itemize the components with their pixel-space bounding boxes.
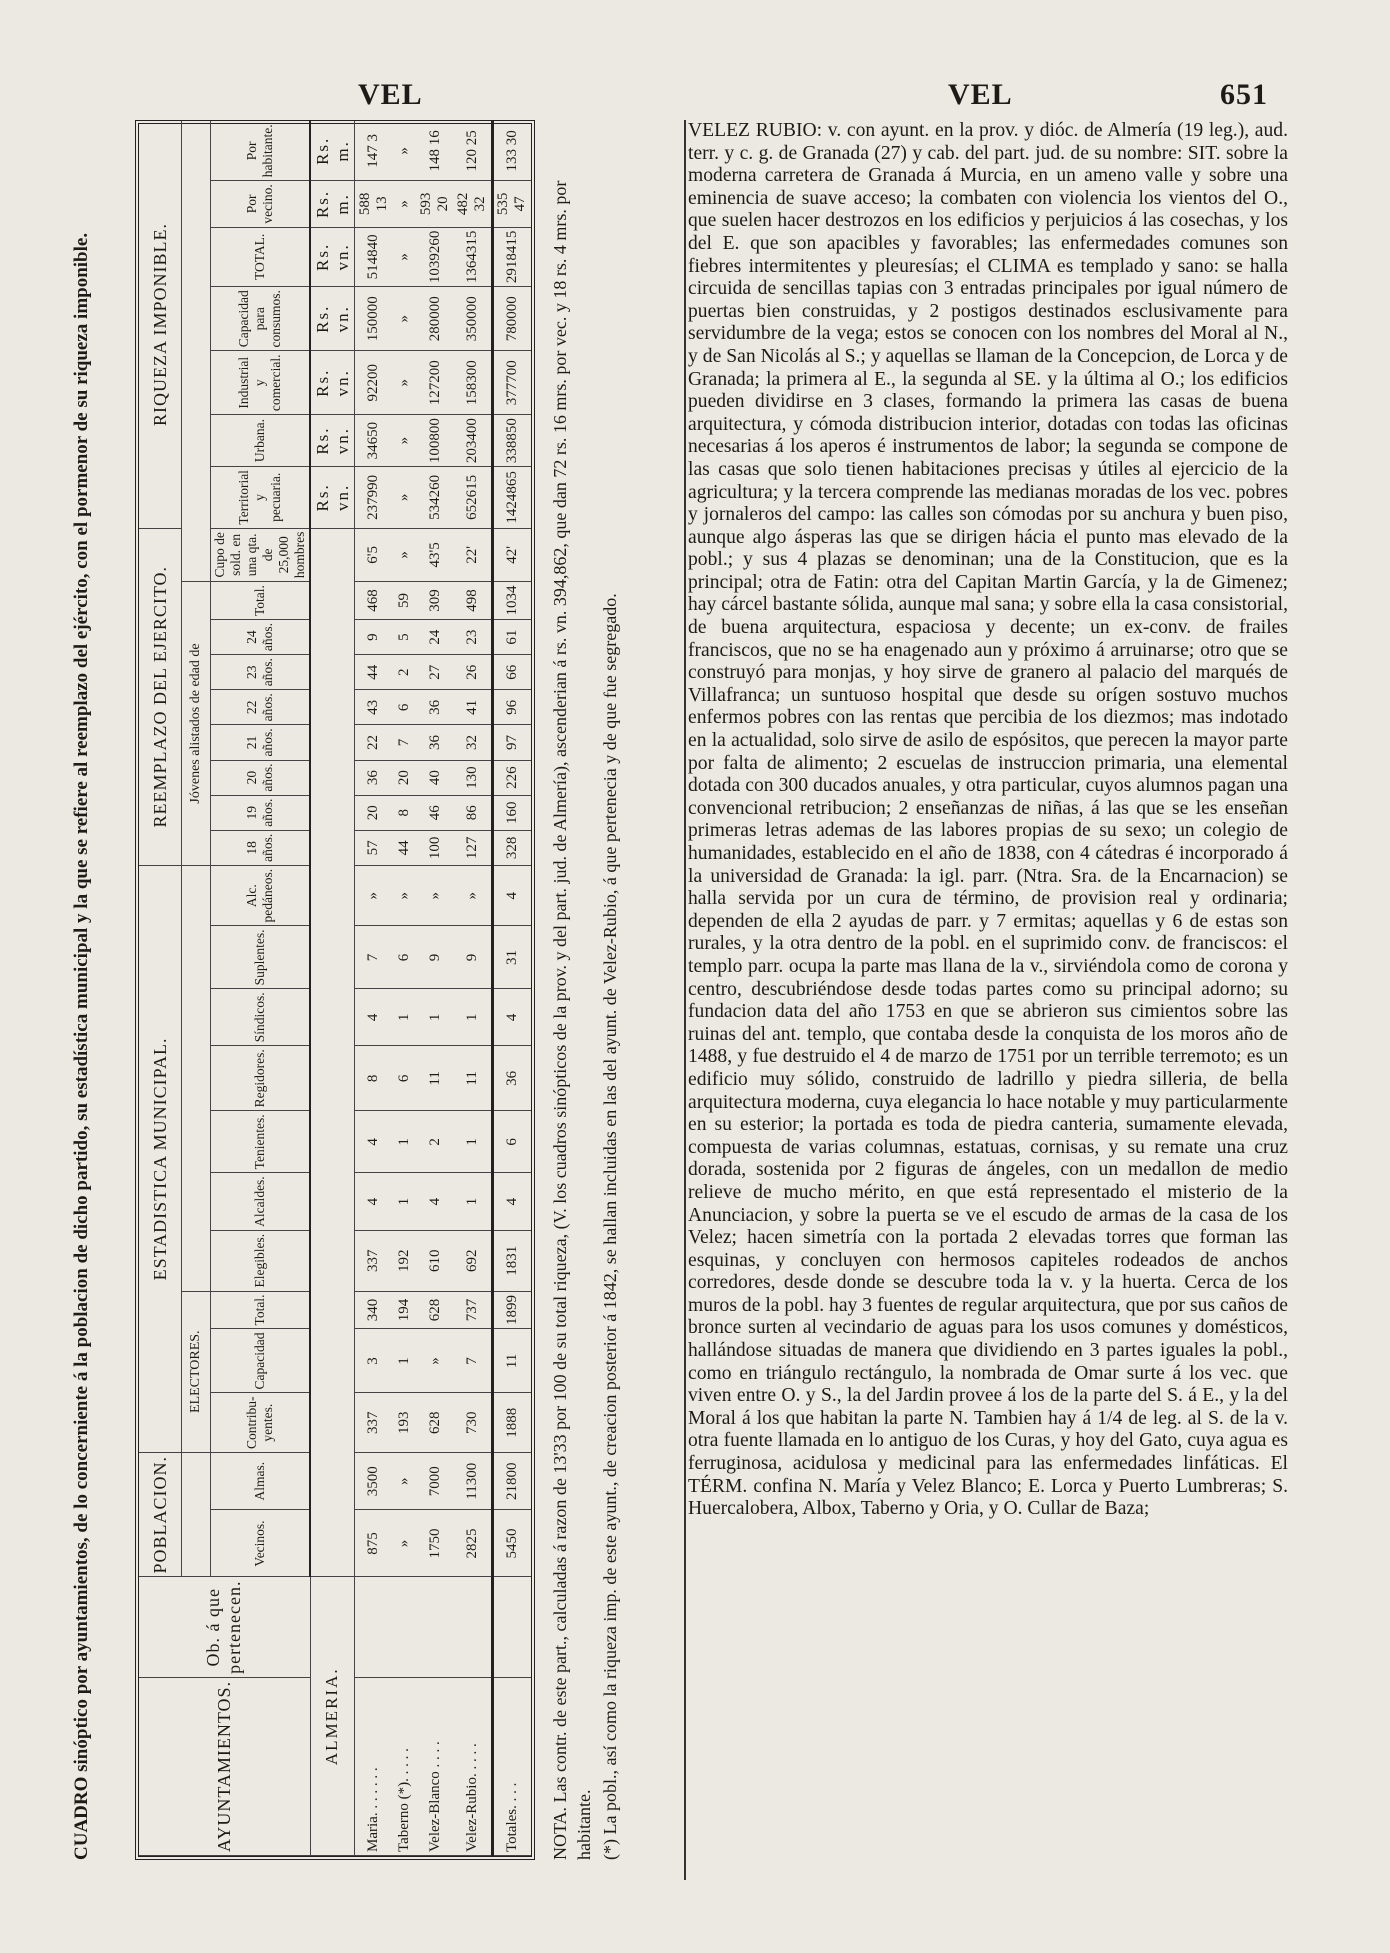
table-cell: 7: [355, 926, 393, 989]
row-ob: [417, 1577, 454, 1677]
row-name: Maria. . . . . . .: [355, 1677, 393, 1855]
table-cell: 226: [492, 760, 531, 795]
table-cell: 875: [355, 1510, 393, 1577]
unit-consumos: Rs. vn.: [310, 287, 355, 351]
table-cell: 4: [492, 1173, 531, 1231]
table-cell: 66: [492, 655, 531, 690]
table-cell: 203400: [454, 415, 493, 467]
column-header: 19 años.: [211, 795, 311, 830]
table-cell: 1750: [417, 1510, 454, 1577]
running-head-right: VEL: [948, 78, 1013, 111]
unit-industrial: Rs. vn.: [310, 351, 355, 415]
table-cell: 96: [492, 690, 531, 725]
row-ob: [454, 1577, 493, 1677]
table-cell: 36: [355, 760, 393, 795]
table-cell: 20: [355, 795, 393, 830]
table-cell: 482 32: [454, 181, 493, 227]
table-notes: [548, 120, 624, 1860]
table-cell: 1831: [492, 1230, 531, 1291]
table-cell: 4: [355, 1173, 393, 1231]
table-cell: 2: [392, 655, 417, 690]
table-cell: 36: [492, 1046, 531, 1111]
table-cell: 36: [417, 725, 454, 760]
row-ob: [492, 1577, 531, 1677]
table-cell: 23: [454, 620, 493, 655]
row-name: Velez-Blanco . . . .: [417, 1677, 454, 1855]
table-cell: 44: [392, 830, 417, 865]
table-cell: 59: [392, 582, 417, 620]
table-cell: 27: [417, 655, 454, 690]
table-cell: 150000: [355, 287, 393, 351]
column-header: Por vecino.: [211, 181, 311, 227]
row-name: Totales. . . .: [492, 1677, 531, 1855]
page-number: 651: [1220, 78, 1268, 111]
table-cell: 1034: [492, 582, 531, 620]
article-paragraph: VELEZ RUBIO: v. con ayunt. en la prov. y dióc. de Almería (19 leg.), aud. terr. y c. g. de Granada (27) y cab. del part. jud. de su nombre: SIT. sobre la moderna carretera de Granada á Murcia, en un ameno valle y sobre una eminencia de suave acceso; la combaten con violencia los vientos del O., que suelen hacer destrozos en los edificios y perjuicios á las cosechas, y los del E. que son apacibles y favorables; las enfermedades comunes son fiebres intermitentes y pleuresías; el CLIMA es templado y sano: se halla circuida de sencillas tapias con 3 entradas principales por igual número de puertas bien construidas, y 2 postigos destinados esclusivamente para servidumbre de la vega; estos se conocen con los nombres del Moral al N., y de San Nicolás al S.; y aquellas se llaman de la Concepcion, de Lorca y de Granada; la primera al E., la segunda al SE. y la última al O.; los edificios pueden dividirse en 3 clases, formando la primera las casas de buena arquitectura, y cómoda distribucion interior, dotadas con todas las oficinas necesarias á los aperos é instrumentos de labor; la segunda se compone de las casas que solo tienen habitaciones precisas y útiles al ejercicio de la agricultura; y la tercera comprende las medianas moradas de los vec. pobres y jornaleros del campo: las calles son cómodas por su anchura y buen piso, aunque algo ásperas las que se dirigen hácia el punto mas elevado de la pobl.; y sus 4 plazas se denominan; una de la Constitucion, que es la principal; otra de Fatin: otra del Capitan Martin García, y la de Gimenez; hay cárcel bastante sólida, aunque mal sana; y sobre ella la casa consistorial, de buena arquitectura, espaciosa y decente; un ex-conv. de frailes franciscos, que no se ha enagenado aun y próximo á arruinarse; otro que se construyó para monjas, y hoy sirve de granero al palacio del marqués de Villafranca; un suntuoso hospital que desde su orígen sostuvo muchos enfermos pobres con las rentas que percibia de los diezmos; mas indotado en la actualidad, solo sirve de asilo de espósitos, que perecen la mayor parte por falta de alimento; 2 escuelas de instruccion primaria, una elemental dotada con 300 ducados anuales, y otra particular, cuyos alumnos pagan una convencional retribucion; 2 enseñanzas de niñas, á las que se les enseñan primeras letras ademas de las labores propias de su sexo; un colegio de humanidades, establecido en el año de 1838, con 4 cátedras é incorporado á la universidad de Granada: la igl. parr. (Ntra. Sra. de la Encarnacion) se halla servida por un cura de término, de provision real y ordinaria; dependen de ella 2 ayudas de parr. y 7 ermitas; aquellas y 6 de estas son rurales, y la otra dentro de la pobl. en el suprimido conv. de franciscos: el templo parr. ocupa la parte mas llana de la v., sirviéndola como de corona y centro, descubriéndose desde todas partes como su principal adorno; su fundacion data del año 1753 en que se abrieron sus cimientos sobre las ruinas del ant. templo, que contaba desde la conquista de los moros año de 1488, y fue destruido el 4 de marzo de 1751 por un terrible terremoto; es un edificio muy sólido, construido de ladrillo y piedra silleria, de bella arquitectura moderna, cuya elegancia lo hace notable y muy particularmente en su esterior; la portada es toda de piedra canteria, sumamente elevada, compuesta de varias columnas, estatuas, cornisas, y su remate una cruz dorada, sostenida por 2 figuras de ángeles, con un medallon de medio relieve de mucho mérito, en que está representado el misterio de la Anunciacion, y sobre la puerta se ve el escudo de armas de la casa de los Velez; hacen simetría con la portada 2 elevadas torres que forman las esquinas, y concluyen con hermosos capiteles rodeados de anchos corredores, desde donde se descubre toda la v. y la huerta. Cerca de los muros de la pobl. hay 3 fuentes de regular arquitectura, que por sus caños de bronce surten al vecindario de aguas para los usos comunes y domésticos, hallándose situadas de manera que dividiendo en 3 partes iguales la pobl., como en triángulo rectángulo, la nombrada de Omar surte á los vec. que viven entre O. y S., la del Jardin provee á los de la parte del S. á E., y la del Moral á los que habitan la parte N. Tambien hay á 1/4 de leg. al S. de la v. otra fuente llamada en lo antiguo de los Curas, y hoy del Gato, cuya agua es ferruginosa, acidulosa y medicinal para las enfermedades linfáticas. El TÉRM. confina N. María y Velez Blanco; E. Lorca y Puerto Lumbreras; S. Huercalobera, Albox, Taberno y Oria, y O. Cullar de Baza;: [688, 120, 1288, 1520]
col-ayuntamientos: AYUNTAMIENTOS.: [139, 1677, 310, 1855]
table-cell: 1: [454, 989, 493, 1046]
table-row: [392, 121, 417, 1855]
table-cell: »: [392, 1452, 417, 1510]
province-label: ALMERIA.: [310, 1577, 355, 1856]
table-cell: 628: [417, 1393, 454, 1453]
table-cell: 350000: [454, 287, 493, 351]
table-cell: 194: [392, 1291, 417, 1329]
table-cell: 193: [392, 1393, 417, 1453]
table-cell: 147 3: [355, 121, 393, 180]
subgroup-electores: ELECTORES.: [182, 1291, 211, 1452]
column-header: Síndicos.: [211, 989, 311, 1046]
table-cell: 31: [492, 926, 531, 989]
table-cell: 130: [454, 760, 493, 795]
table-cell: 652615: [454, 467, 493, 529]
table-cell: 4: [355, 1111, 393, 1173]
table-cell: »: [392, 181, 417, 227]
note-footnote: (*) La pobl., así como la riqueza imp. de este ayunt., de creacion posterior á 1842, se hallan incluidas en las del ayunt. de Velez-Rubio, á que pertenecia y de que fue segregado.: [600, 593, 620, 1860]
table-cell: 6: [392, 926, 417, 989]
table-cell: 1: [392, 1329, 417, 1393]
table-cell: »: [392, 287, 417, 351]
table-cell: 11: [492, 1329, 531, 1393]
table-cell: 377700: [492, 351, 531, 415]
table-cell: 337: [355, 1393, 393, 1453]
table-cell: 7000: [417, 1452, 454, 1510]
column-header: 18 años.: [211, 830, 311, 865]
table-cell: 1: [454, 1111, 493, 1173]
table-cell: »: [392, 415, 417, 467]
table-cell: 1: [392, 989, 417, 1046]
table-cell: 34650: [355, 415, 393, 467]
table-cell: 309: [417, 582, 454, 620]
note-nota: NOTA. Las contr. de este part., calculadas á razon de 13'33 por 100 de su total riqueza, (V. los cuadros sinópticos de la prov. y del part. jud. de Almería), ascenderian á rs. vn. 394,862, que dan 72 rs. 16 mrs. por vec. y 18 rs. 4 mrs. por habitante.: [550, 180, 594, 1860]
table-cell: 36: [417, 690, 454, 725]
totals-row: [492, 121, 531, 1855]
table-cell: 42': [492, 528, 531, 581]
table-cell: 5450: [492, 1510, 531, 1577]
unit-territorial: Rs. vn.: [310, 467, 355, 529]
table-cell: 1899: [492, 1291, 531, 1329]
column-header: Capacidad para consumos.: [211, 287, 311, 351]
row-name: Velez-Rubio. . . . .: [454, 1677, 493, 1855]
table-row: [454, 121, 493, 1855]
table-cell: 127200: [417, 351, 454, 415]
table-cell: 32: [454, 725, 493, 760]
table-cell: 61: [492, 620, 531, 655]
table-cell: 6: [492, 1111, 531, 1173]
table-cell: 340: [355, 1291, 393, 1329]
column-header: Vecinos.: [211, 1510, 311, 1577]
table-cell: 4: [355, 989, 393, 1046]
group-riqueza: RIQUEZA IMPONIBLE.: [139, 121, 182, 528]
unit-urbana: Rs. vn.: [310, 415, 355, 467]
column-header: Territorial y pecuaria.: [211, 467, 311, 529]
table-cell: 3500: [355, 1452, 393, 1510]
unit-habitante: Rs. m.: [310, 121, 355, 180]
table-cell: 120 25: [454, 121, 493, 180]
table-cell: 21800: [492, 1452, 531, 1510]
table-cell: 100: [417, 830, 454, 865]
table-cell: 328: [492, 830, 531, 865]
table-cell: 610: [417, 1230, 454, 1291]
table-cell: 5: [392, 620, 417, 655]
column-header: 22 años.: [211, 690, 311, 725]
table-cell: »: [392, 121, 417, 180]
table-cell: 628: [417, 1291, 454, 1329]
table-cell: 127: [454, 830, 493, 865]
column-header: Tenientes.: [211, 1111, 311, 1173]
table-cell: 535 47: [492, 181, 531, 227]
data-table: [139, 121, 531, 1856]
table-cell: 4: [492, 989, 531, 1046]
table-cell: 8: [355, 1046, 393, 1111]
table-cell: 337: [355, 1230, 393, 1291]
unit-total: Rs. vn.: [310, 227, 355, 287]
column-header: Capacidad: [211, 1329, 311, 1393]
column-header: Suplentes.: [211, 926, 311, 989]
table-cell: 6: [392, 1046, 417, 1111]
table-cell: 1: [417, 989, 454, 1046]
table-cell: 730: [454, 1393, 493, 1453]
table-cell: 44: [355, 655, 393, 690]
table-cell: 92200: [355, 351, 393, 415]
table-cell: 11300: [454, 1452, 493, 1510]
table-cell: 41: [454, 690, 493, 725]
table-cell: 593 20: [417, 181, 454, 227]
table-cell: 1: [392, 1111, 417, 1173]
table-cell: »: [392, 1510, 417, 1577]
table-cell: 498: [454, 582, 493, 620]
table-cell: 158300: [454, 351, 493, 415]
table-cell: 11: [454, 1046, 493, 1111]
synoptic-table: [135, 120, 535, 1860]
column-header: Contribu- yentes.: [211, 1393, 311, 1453]
table-cell: 8: [392, 795, 417, 830]
table-cell: 2918415: [492, 227, 531, 287]
table-cell: 737: [454, 1291, 493, 1329]
column-header: Alcaldes.: [211, 1173, 311, 1231]
table-cell: 22: [355, 725, 393, 760]
table-cell: 1424865: [492, 467, 531, 529]
table-cell: 1039260: [417, 227, 454, 287]
table-cell: »: [417, 865, 454, 926]
column-header: Urbana.: [211, 415, 311, 467]
column-header: 23 años.: [211, 655, 311, 690]
table-row: [355, 121, 393, 1855]
table-cell: 100800: [417, 415, 454, 467]
row-ob: [392, 1577, 417, 1677]
table-cell: 534260: [417, 467, 454, 529]
table-cell: 9: [417, 926, 454, 989]
group-poblacion: POBLACION.: [139, 1452, 182, 1577]
column-header: Por habitante.: [211, 121, 311, 180]
table-caption: CUADRO sinóptico por ayuntamientos, de lo concerniente á la poblacion de dicho partido, su estadística municipal y la que se refiere al reemplazo del ejército, con el pormenor de su riqueza imponible.: [71, 232, 92, 1860]
column-header: Regidores.: [211, 1046, 311, 1111]
table-cell: 9: [454, 926, 493, 989]
table-cell: 2: [417, 1111, 454, 1173]
table-cell: 160: [492, 795, 531, 830]
table-cell: 97: [492, 725, 531, 760]
table-cell: 46: [417, 795, 454, 830]
column-header: Almas.: [211, 1452, 311, 1510]
column-header: Total.: [211, 582, 311, 620]
row-ob: [355, 1577, 393, 1677]
table-cell: 3: [355, 1329, 393, 1393]
table-cell: »: [392, 467, 417, 529]
table-cell: »: [454, 865, 493, 926]
column-header: Total.: [211, 1291, 311, 1329]
group-estadistica: ESTADISTICA MUNICIPAL.: [139, 865, 182, 1452]
table-cell: 43: [355, 690, 393, 725]
table-cell: 11: [417, 1046, 454, 1111]
table-cell: »: [392, 227, 417, 287]
table-cell: »: [417, 1329, 454, 1393]
table-cell: 20: [392, 760, 417, 795]
table-cell: 514840: [355, 227, 393, 287]
table-cell: 1: [392, 1173, 417, 1231]
table-cell: 588 13: [355, 181, 393, 227]
table-cell: 280000: [417, 287, 454, 351]
table-cell: 7: [392, 725, 417, 760]
column-divider: [684, 120, 686, 1880]
column-header: Cupo de sold. en una qta. de 25,000 hombres: [211, 528, 311, 581]
table-cell: 1364315: [454, 227, 493, 287]
table-cell: 43'5: [417, 528, 454, 581]
table-cell: 9: [355, 620, 393, 655]
unit-vecino: Rs. m.: [310, 181, 355, 227]
table-cell: 1: [454, 1173, 493, 1231]
column-header: 21 años.: [211, 725, 311, 760]
article-column: [688, 120, 1288, 1880]
table-cell: 57: [355, 830, 393, 865]
table-cell: 86: [454, 795, 493, 830]
table-row: [417, 121, 454, 1855]
table-cell: 4: [492, 865, 531, 926]
table-cell: 24: [417, 620, 454, 655]
column-header: Elegibles.: [211, 1230, 311, 1291]
table-cell: 468: [355, 582, 393, 620]
column-header: Alc. pedáneos.: [211, 865, 311, 926]
table-cell: 692: [454, 1230, 493, 1291]
table-cell: 780000: [492, 287, 531, 351]
table-cell: 40: [417, 760, 454, 795]
column-header: 20 años.: [211, 760, 311, 795]
table-cell: 22': [454, 528, 493, 581]
column-header: TOTAL.: [211, 227, 311, 287]
col-ob: Ob. á que pertenecen.: [139, 1577, 310, 1677]
table-cell: 338850: [492, 415, 531, 467]
table-cell: 7: [454, 1329, 493, 1393]
column-header: 24 años.: [211, 620, 311, 655]
table-cell: 1888: [492, 1393, 531, 1453]
table-cell: 6'5: [355, 528, 393, 581]
table-cell: 6: [392, 690, 417, 725]
table-cell: 148 16: [417, 121, 454, 180]
table-cell: »: [355, 865, 393, 926]
table-cell: »: [392, 528, 417, 581]
rotated-table-block: [70, 120, 680, 1860]
table-cell: 237990: [355, 467, 393, 529]
row-name: Taberno (*). . . . .: [392, 1677, 417, 1855]
table-cell: 26: [454, 655, 493, 690]
group-reemplazo: REEMPLAZO DEL EJERCITO.: [139, 528, 182, 865]
table-cell: »: [392, 351, 417, 415]
subgroup-jovenes: Jóvenes alistados de edad de: [182, 582, 211, 866]
table-cell: »: [392, 865, 417, 926]
table-cell: 133 30: [492, 121, 531, 180]
table-body: [355, 121, 531, 1855]
table-cell: 192: [392, 1230, 417, 1291]
table-cell: 2825: [454, 1510, 493, 1577]
running-head-left: VEL: [358, 78, 423, 111]
table-cell: 4: [417, 1173, 454, 1231]
column-header: Industrial y comercial.: [211, 351, 311, 415]
